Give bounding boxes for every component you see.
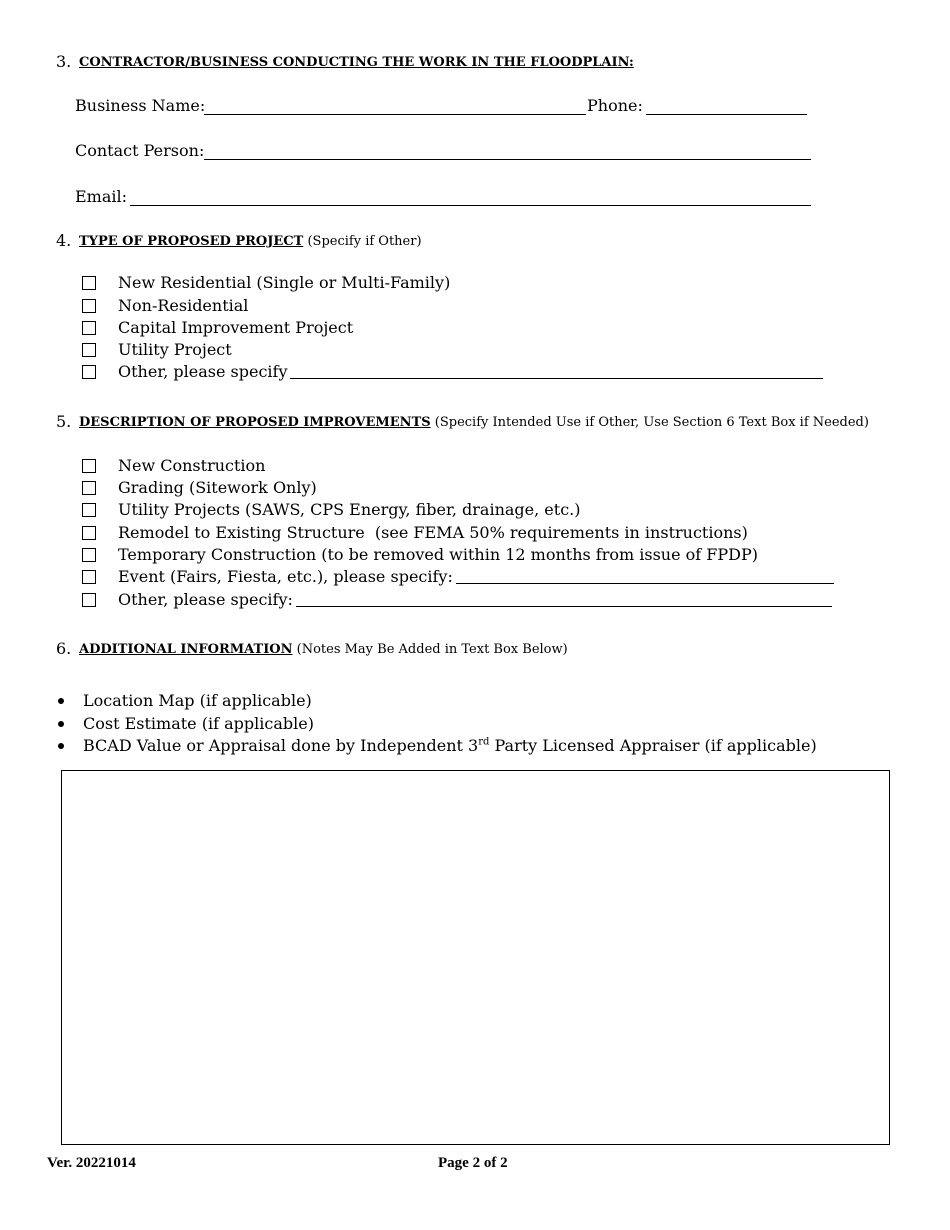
section-5-note: (Specify Intended Use if Other, Use Section 6 Text Box if Needed) — [434, 415, 869, 430]
improvement-option-new-construction — [82, 456, 265, 475]
bullet-dot — [58, 698, 64, 704]
section-3-number: 3. — [56, 52, 72, 71]
utility-projects-label: Utility Projects (SAWS, CPS Energy, fiber, drainage, etc.) — [118, 500, 581, 519]
section-6-heading — [79, 642, 568, 657]
bullet-dot — [58, 743, 64, 749]
phone-field[interactable] — [646, 114, 807, 115]
remodel-checkbox[interactable] — [82, 526, 96, 540]
section-4-note: (Specify if Other) — [307, 234, 422, 249]
new-residential-label: New Residential (Single or Multi-Family) — [118, 273, 451, 292]
improvement-option-temporary — [82, 545, 758, 564]
non-residential-label: Non-Residential — [118, 296, 249, 315]
section-4-heading — [79, 234, 422, 249]
non-residential-checkbox[interactable] — [82, 299, 96, 313]
improvement-option-remodel — [82, 523, 748, 542]
temporary-construction-checkbox[interactable] — [82, 548, 96, 562]
improvement-option-utility-projects — [82, 500, 581, 519]
bullet-bcad-value — [58, 736, 817, 755]
section-4-heading-text: TYPE OF PROPOSED PROJECT — [79, 234, 304, 249]
version-label: Ver. 20221014 — [47, 1155, 136, 1171]
bullet-bcad-value-text — [83, 736, 817, 755]
improvement-other-label: Other, please specify: — [118, 590, 293, 609]
improvement-option-other — [82, 590, 832, 609]
project-other-specify-field[interactable] — [290, 364, 823, 379]
event-checkbox[interactable] — [82, 570, 96, 584]
project-type-option-other — [82, 362, 823, 381]
section-3-heading — [79, 55, 634, 70]
additional-notes-textbox[interactable] — [61, 770, 890, 1145]
remodel-label: Remodel to Existing Structure (see FEMA 50% requirements in instructions) — [118, 523, 748, 542]
utility-project-label: Utility Project — [118, 340, 232, 359]
temporary-construction-label: Temporary Construction (to be removed within 12 months from issue of FPDP) — [118, 545, 758, 564]
section-5-number: 5. — [56, 412, 72, 431]
page-number: Page 2 of 2 — [438, 1155, 508, 1171]
phone-label: Phone: — [587, 96, 643, 115]
grading-label: Grading (Sitework Only) — [118, 478, 317, 497]
project-other-label: Other, please specify — [118, 362, 288, 381]
new-residential-checkbox[interactable] — [82, 276, 96, 290]
bullet-dot — [58, 721, 64, 727]
contact-person-label: Contact Person: — [75, 141, 205, 160]
event-specify-field[interactable] — [456, 569, 834, 584]
project-type-option-new-residential — [82, 273, 450, 292]
bullet-bcad-after: Party Licensed Appraiser (if applicable) — [489, 736, 817, 755]
utility-projects-checkbox[interactable] — [82, 503, 96, 517]
section-6-heading-text: ADDITIONAL INFORMATION — [79, 642, 293, 657]
project-type-option-utility — [82, 340, 232, 359]
improvement-other-checkbox[interactable] — [82, 593, 96, 607]
bullet-cost-estimate-text: Cost Estimate (if applicable) — [83, 714, 314, 733]
section-6-note: (Notes May Be Added in Text Box Below) — [296, 642, 568, 657]
bullet-location-map-text: Location Map (if applicable) — [83, 691, 312, 710]
grading-checkbox[interactable] — [82, 481, 96, 495]
event-label: Event (Fairs, Fiesta, etc.), please specify: — [118, 567, 453, 586]
contact-person-field[interactable] — [204, 159, 811, 160]
project-type-option-non-residential — [82, 296, 248, 315]
project-type-option-capital-improvement — [82, 318, 353, 337]
bullet-bcad-before: BCAD Value or Appraisal done by Independent 3 — [83, 736, 479, 755]
project-other-checkbox[interactable] — [82, 365, 96, 379]
business-name-field[interactable] — [204, 114, 586, 115]
section-4-number: 4. — [56, 231, 72, 250]
bullet-location-map — [58, 691, 312, 710]
bullet-cost-estimate — [58, 714, 314, 733]
section-3-heading-text: CONTRACTOR/BUSINESS CONDUCTING THE WORK IN THE FLOODPLAIN: — [79, 55, 634, 70]
section-6-number: 6. — [56, 639, 72, 658]
email-label: Email: — [75, 187, 128, 206]
bullet-bcad-superscript: rd — [478, 736, 490, 748]
email-field[interactable] — [130, 205, 811, 206]
section-5-heading-text: DESCRIPTION OF PROPOSED IMPROVEMENTS — [79, 415, 431, 430]
section-5-heading — [79, 415, 869, 430]
business-name-label: Business Name: — [75, 96, 206, 115]
improvement-option-event — [82, 567, 834, 586]
new-construction-checkbox[interactable] — [82, 459, 96, 473]
improvement-option-grading — [82, 478, 317, 497]
utility-project-checkbox[interactable] — [82, 343, 96, 357]
new-construction-label: New Construction — [118, 456, 266, 475]
capital-improvement-label: Capital Improvement Project — [118, 318, 354, 337]
capital-improvement-checkbox[interactable] — [82, 321, 96, 335]
improvement-other-specify-field[interactable] — [296, 592, 832, 607]
